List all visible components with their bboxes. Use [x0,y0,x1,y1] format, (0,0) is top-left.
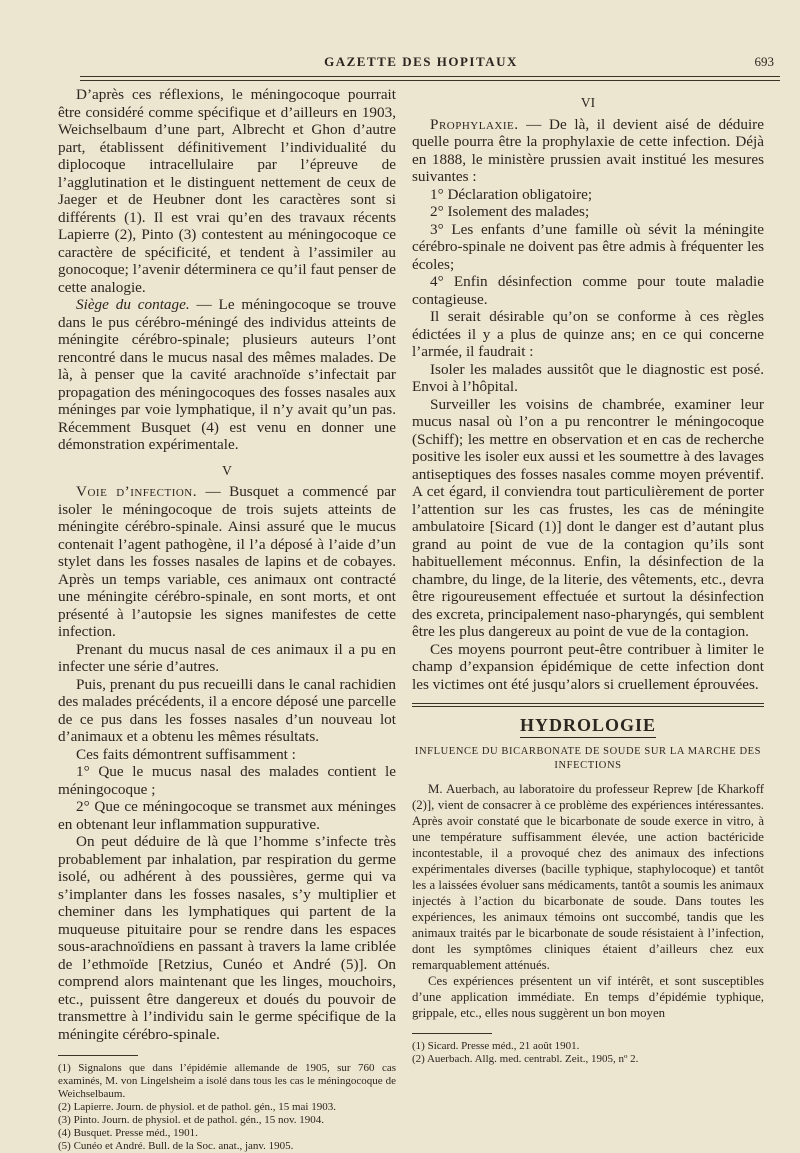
footnote: (5) Cunéo et André. Bull. de la Soc. anat., janv. 1905. [58,1140,294,1152]
footnote: (2) Auerbach. Allg. med. centrabl. Zeit., 1905, nº 2. [412,1052,639,1065]
section-number: V [222,462,232,478]
footnote: (1) Sicard. Presse méd., 21 août 1901. [412,1039,580,1052]
list-item: 1° Que le mucus nasal des malades contient le méningocoque ; [58,763,396,798]
article-body [412,781,764,1021]
footnotes [412,1040,764,1066]
paragraph: Prenant du mucus nasal de ces animaux il a pu en infecter une série d’autres. [58,640,396,675]
paragraph: Puis, prenant du pus recueilli dans le canal rachidien des malades précédents, il a encore déposé une parcelle de ce pus dans les fosses nasales d’un nouveau lot d’animaux et a obtenu les mêmes résultats. [58,675,396,745]
page-number: 693 [754,54,774,69]
paragraph: D’après ces réflexions, le méningocoque pourrait être considéré comme spécifique et d’ailleurs en 1903, Weichselbaum d’une part, Albrecht et Ghon d’autre part, établissent définitivement l’individualité du diplocoque intracellulaire par l’épreuve de l’agglutination et le distinguent nettement de ceux de Jaeger et de Heubner dont les caractères sont si différents (1). Il est vrai qu’en des travaux récents Lapierre (2), Pinto (3) contestent au méningocoque ce caractère de spécificité, et tendent à l’assimiler au gonocoque; l’avenir déterminera ce qu’il faut penser de cette analogie. [58,86,396,296]
section-title: HYDROLOGIE [412,717,764,735]
page-header [62,52,780,72]
paragraph: Ces faits démontrent suffisamment : [76,745,296,763]
footnote: (4) Busquet. Presse méd., 1901. [58,1127,198,1139]
run-in-heading: Voie d’infection. [76,483,198,500]
paragraph: Siège du contage. — Le méningocoque se trouve dans le pus cérébro-méningé des individus atteints de méningite cérébro-spinale; plusieurs auteurs l’ont rencontré dans le mucus nasal des mêmes malades. De là, à penser que la cavité arachnoïde s’infectait par propagation des méningocoques des fosses nasales aux méninges par voie lymphatique, il n’y avait qu’un pas. Récemment Busquet (4) est venu en donner une démonstration expérimentale. [58,296,396,453]
section-number: VI [580,95,596,110]
paragraph: Voie d’infection. — Busquet a commencé par isoler le méningocoque de trois sujets atteints de méningite cérébro-spinale. Ainsi assuré que le mucus contenait l’agent pathogène, il l’a déposé à l’aide d’un stylet dans les fosses nasales de lapins et de cobayes. Après un temps variable, ces animaux ont contracté une méningite cérébro-spinale, en sont morts, et ont présenté à l’autopsie les signes manifestes de cette infection. [58,483,396,640]
list-item: 2° Que ce méningocoque se transmet aux méninges en obtenant leur inflammation suppurative. [58,798,396,833]
left-column [58,86,396,1153]
right-column [412,86,764,1066]
list-item: 1° Déclaration obligatoire; [430,185,593,203]
journal-title: GAZETTE DES HOPITAUX [324,54,518,69]
footnote-rule [58,1055,138,1056]
footnote: (3) Pinto. Journ. de physiol. et de pathol. gén., 15 nov. 1904. [58,1114,325,1126]
footnote: (1) Signalons que dans l’épidémie allemande de 1905, sur 760 cas examinés, M. von Lingelsheim a isolé dans tous les cas le méningocoque de Weichselbaum. [58,1062,396,1100]
paragraph: Prophylaxie. — De là, il devient aisé de déduire quelle pourra être la prophylaxie de cette infection. Déjà en 1888, le ministère prussien avait institué les mesures suivantes : [412,115,764,185]
article-title: INFLUENCE DU BICARBONATE DE SOUDE SUR LA MARCHE DES INFECTIONS [414,745,762,771]
paragraph: Ces expériences présentent un vif intérêt, et sont susceptibles d’une application immédiate. En temps d’épidémie typhique, grippale, etc., elles nous suggèrent un bon moyen [412,973,764,1020]
paragraph: On peut déduire de là que l’homme s’infecte très probablement par inhalation, par respiration du germe isolé, ou adhérent à des poussières, germe qui va s’implanter dans les fosses nasales, s’y multiplier et cheminer dans les lymphatiques qui partent de la muqueuse pituitaire pour se rendre dans les espaces sous-arachnoïdiens en passant à travers la lame criblée de l’ethmoïde [Retzius, Cunéo et André (5)]. On comprend alors maintenant que les linges, mouchoirs, etc., puissent être dangereux et doués du pouvoir de transmettre à l’individu sain le germe spécifique de la méningite cérébro-spinale. [58,833,396,1043]
footnote-rule [412,1033,492,1034]
paragraph: Il serait désirable qu’on se conforme à ces règles édictées il y a plus de quinze ans; en ce qui concerne l’armée, il faudrait : [412,308,764,360]
list-item: 4° Enfin désinfection comme pour toute maladie contagieuse. [412,273,764,308]
footnotes [58,1062,396,1153]
paragraph: M. Auerbach, au laboratoire du professeur Reprew [de Kharkoff (2)], vient de consacrer à ce problème des expériences intéressantes. Après avoir constaté que le bicarbonate de soude exerce in vitro, à une température suffisamment élevée, une action bactéricide incontestable, il a provoqué chez des animaux des infections expérimentales diverses (bacille typhique, staphylocoque) et tantôt les a laissées évoluer sans médicaments, tantôt a soumis les animaux injectés à l’action du bicarbonate de soude. Dans toutes les expériences, les animaux témoins ont succombé, tandis que les animaux traités par le bicarbonate de soude résistaient à l’infection, dont les symptômes cliniques étaient d’ailleurs chez eux remarquablement atténués. [412,781,764,972]
paragraph: Surveiller les voisins de chambrée, examiner leur mucus nasal où l’on a pu rencontrer le méningocoque (Schiff); les mettre en observation et en cas de recherche positive les isoler eux aussi et les soumettre à des lavages antiseptiques des fosses nasales comme moyen préventif. A cet égard, il conviendra tout particulièrement de porter l’attention sur les cas frustes, les cas de méningite ambulatoire [Sicard (1)] dont le danger est d’autant plus grand au point de vue de la contagion qu’ils sont habituellement méconnus. Enfin, la désinfection de la chambre, du linge, de la literie, des vêtements, etc., devra être rigoureusement effectuée et surtout la désinfection des excreta, principalement naso-pharyngés, qui semblent être les plus dangereux au point de vue de la contagion. [412,395,764,640]
header-rule [80,76,780,81]
run-in-heading: Prophylaxie. [430,115,519,133]
footnote: (2) Lapierre. Journ. de physiol. et de pathol. gén., 15 mai 1903. [58,1101,336,1113]
run-in-heading: Siège du contage. [76,296,190,313]
list-item: 2° Isolement des malades; [430,203,590,220]
paragraph: Isoler les malades aussitôt que le diagnostic est posé. Envoi à l’hôpital. [412,360,764,395]
paragraph: Ces moyens pourront peut-être contribuer à limiter le champ d’expansion épidémique de cette infection dont les victimes ont été jusqu’alors si cruellement éprouvées. [412,640,764,693]
list-item: 3° Les enfants d’une famille où sévit la méningite cérébro-spinale ne doivent pas être admis à fréquenter les écoles; [412,220,764,273]
section-divider [412,703,764,707]
